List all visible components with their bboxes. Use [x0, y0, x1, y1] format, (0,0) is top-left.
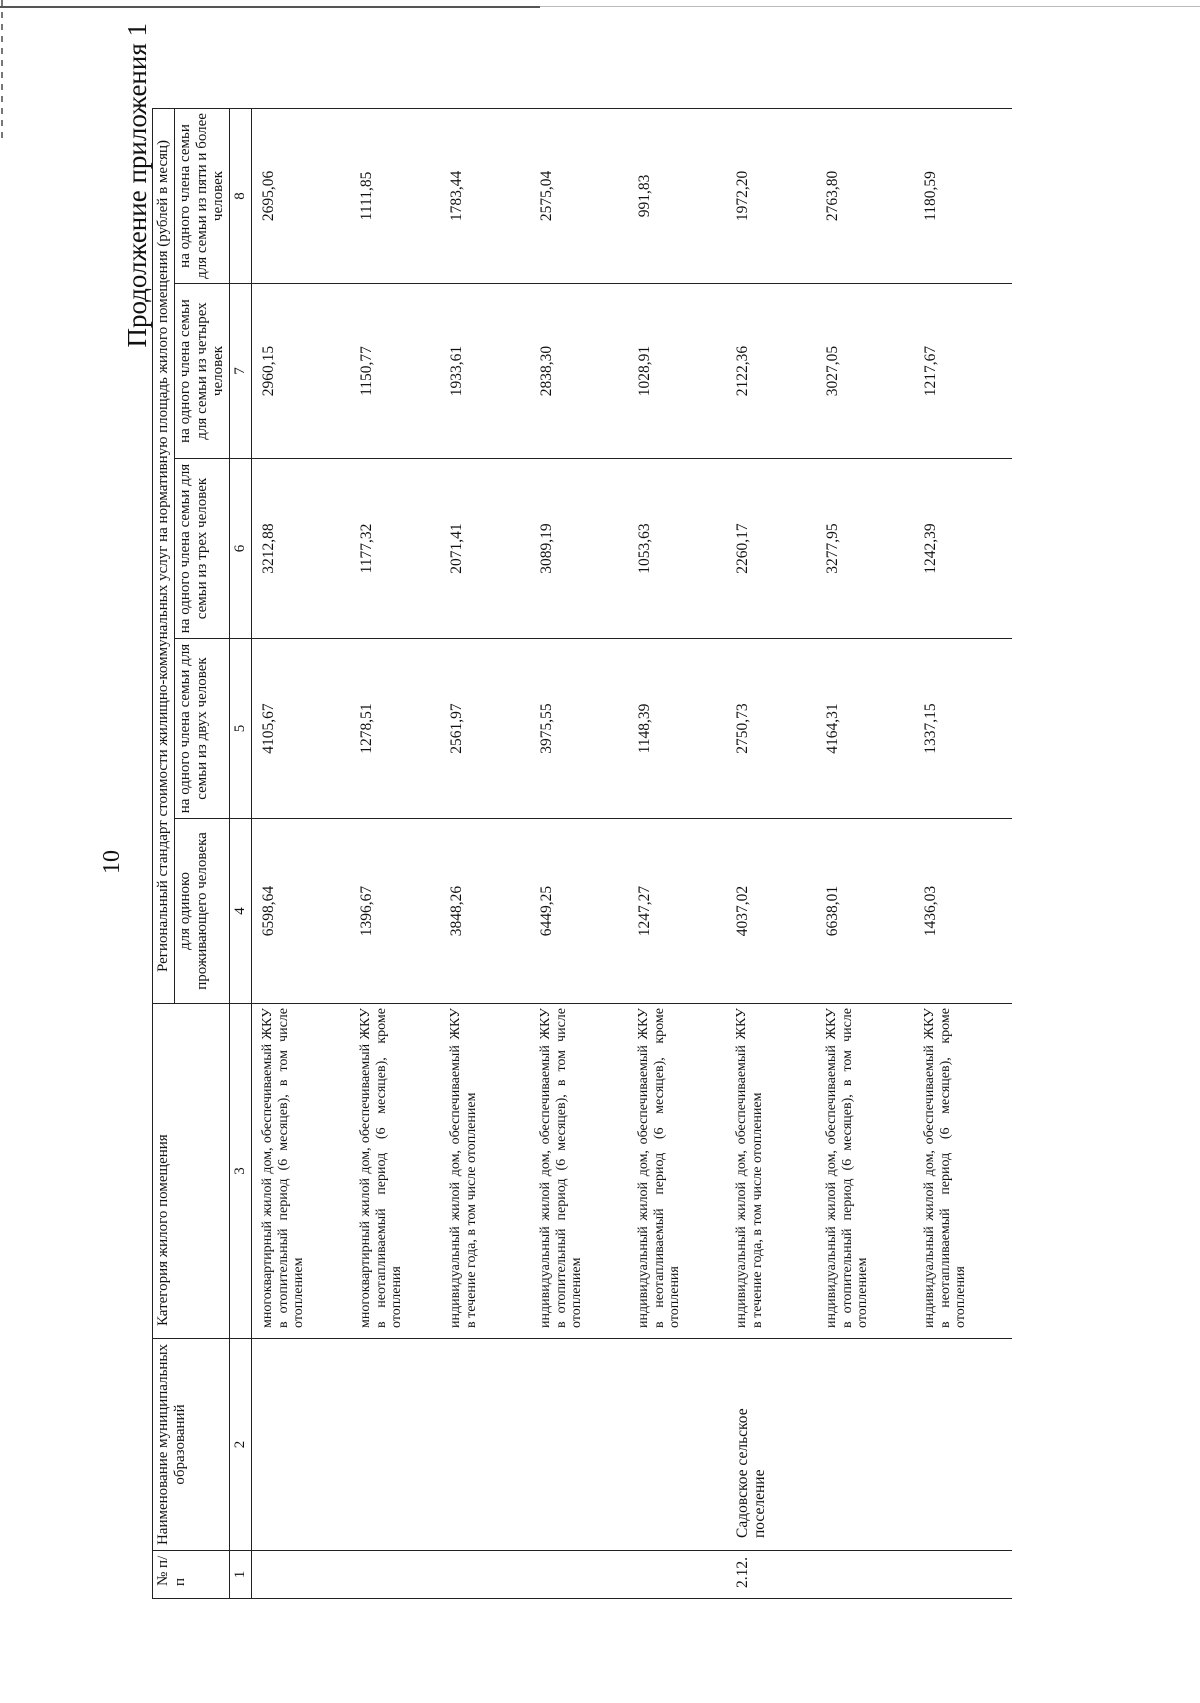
header-row-1	[153, 108, 175, 1598]
cost-value: 6449,25	[530, 819, 628, 1004]
table-row	[726, 108, 816, 1598]
column-number: 6	[230, 459, 252, 639]
cost-value: 4105,67	[251, 639, 350, 819]
cost-value: 1396,67	[350, 819, 440, 1004]
cost-value: 3027,05	[816, 284, 914, 459]
housing-category: индивидуальный жилой дом, обеспечиваемый ЖКУ в неотапливаемый период (6 месяцев), кроме отопления	[914, 1004, 1012, 1339]
cost-value: 2260,17	[726, 459, 816, 639]
cost-value: 6638,01	[816, 819, 914, 1004]
cost-value: 3975,55	[530, 639, 628, 819]
row-number	[530, 1551, 628, 1599]
column-number: 7	[230, 284, 252, 459]
housing-category: индивидуальный жилой дом, обеспечиваемый ЖКУ в отопительный период (6 месяцев), в том числе отоплением	[816, 1004, 914, 1339]
row-number	[350, 1551, 440, 1599]
header-category: Категория жилого помещения	[153, 1004, 230, 1339]
cost-value: 991,83	[628, 108, 726, 283]
cost-value: 1783,44	[440, 108, 530, 283]
header-col6: на одного члена семьи для семьи из трех человек	[174, 459, 229, 639]
cost-value: 1111,85	[350, 108, 440, 283]
row-number	[816, 1551, 914, 1599]
column-number: 4	[230, 819, 252, 1004]
cost-value: 1242,39	[914, 459, 1012, 639]
column-number: 1	[230, 1551, 252, 1599]
cost-value: 3277,95	[816, 459, 914, 639]
municipality-name: Садовское сельское поселение	[726, 1339, 816, 1551]
table-body	[251, 108, 1012, 1598]
cost-value: 1972,20	[726, 108, 816, 283]
housing-category: индивидуальный жилой дом, обеспечиваемый ЖКУ в течение года, в том числе отоплением	[726, 1004, 816, 1339]
cost-value: 2763,80	[816, 108, 914, 283]
cost-value: 3089,19	[530, 459, 628, 639]
cost-value: 3848,26	[440, 819, 530, 1004]
row-number	[914, 1551, 1012, 1599]
cost-value: 1933,61	[440, 284, 530, 459]
cost-value: 1247,27	[628, 819, 726, 1004]
table-row	[530, 108, 628, 1598]
header-standard: Региональный стандарт стоимости жилищно-коммунальных услуг на нормативную площадь жилого помещения (рублей в месяц)	[153, 108, 175, 1003]
table-row	[350, 108, 440, 1598]
municipality-name	[350, 1339, 440, 1551]
row-number	[440, 1551, 530, 1599]
header-col5: на одного члена семьи для семьи из двух человек	[174, 639, 229, 819]
municipality-name	[251, 1339, 350, 1551]
municipality-name	[440, 1339, 530, 1551]
housing-cost-table	[152, 108, 1012, 1599]
housing-category: многоквартирный жилой дом, обеспечиваемый ЖКУ в отопительный период (6 месяцев), в том числе отоплением	[251, 1004, 350, 1339]
cost-value: 2960,15	[251, 284, 350, 459]
housing-category: индивидуальный жилой дом, обеспечиваемый ЖКУ в отопительный период (6 месяцев), в том числе отоплением	[530, 1004, 628, 1339]
cost-value: 1217,67	[914, 284, 1012, 459]
header-municipality: Наименование муниципальных образований	[153, 1339, 230, 1551]
cost-value: 4037,02	[726, 819, 816, 1004]
cost-value: 6598,64	[251, 819, 350, 1004]
cost-value: 2071,41	[440, 459, 530, 639]
housing-category: многоквартирный жилой дом, обеспечиваемый ЖКУ в неотапливаемый период (6 месяцев), кроме отопления	[350, 1004, 440, 1339]
cost-value: 2575,04	[530, 108, 628, 283]
cost-value: 1177,32	[350, 459, 440, 639]
housing-category: индивидуальный жилой дом, обеспечиваемый ЖКУ в неотапливаемый период (6 месяцев), кроме отопления	[628, 1004, 726, 1339]
cost-value: 2838,30	[530, 284, 628, 459]
row-number	[628, 1551, 726, 1599]
column-number-row	[230, 108, 252, 1598]
row-number	[251, 1551, 350, 1599]
cost-value: 1148,39	[628, 639, 726, 819]
cost-value: 1028,91	[628, 284, 726, 459]
column-number: 8	[230, 108, 252, 283]
column-number: 2	[230, 1339, 252, 1551]
header-col8: на одного члена семьи для семьи из пяти и более человек	[174, 108, 229, 283]
header-col7: на одного члена семьи для семьи из четырех человек	[174, 284, 229, 459]
table-row	[816, 108, 914, 1598]
table-row	[251, 108, 350, 1598]
table-row	[628, 108, 726, 1598]
cost-value: 2750,73	[726, 639, 816, 819]
cost-value: 2561,97	[440, 639, 530, 819]
column-number: 5	[230, 639, 252, 819]
table-row	[440, 108, 530, 1598]
cost-value: 1436,03	[914, 819, 1012, 1004]
continuation-title: Продолжение приложения 1	[122, 23, 152, 348]
column-number: 3	[230, 1004, 252, 1339]
header-col4: для одиноко проживающего человека	[174, 819, 229, 1004]
cost-value: 1278,51	[350, 639, 440, 819]
cost-value: 2122,36	[726, 284, 816, 459]
municipality-name	[816, 1339, 914, 1551]
cost-value: 2695,06	[251, 108, 350, 283]
municipality-name	[628, 1339, 726, 1551]
row-number: 2.12.	[726, 1551, 816, 1599]
cost-value: 1053,63	[628, 459, 726, 639]
cost-value: 1337,15	[914, 639, 1012, 819]
page-number: 10	[99, 850, 125, 874]
housing-category: индивидуальный жилой дом, обеспечиваемый ЖКУ в течение года, в том числе отоплением	[440, 1004, 530, 1339]
cost-value: 3212,88	[251, 459, 350, 639]
cost-value: 4164,31	[816, 639, 914, 819]
cost-value: 1180,59	[914, 108, 1012, 283]
header-num: № п/п	[153, 1551, 230, 1599]
municipality-name	[530, 1339, 628, 1551]
municipality-name	[914, 1339, 1012, 1551]
table-row	[914, 108, 1012, 1598]
cost-value: 1150,77	[350, 284, 440, 459]
